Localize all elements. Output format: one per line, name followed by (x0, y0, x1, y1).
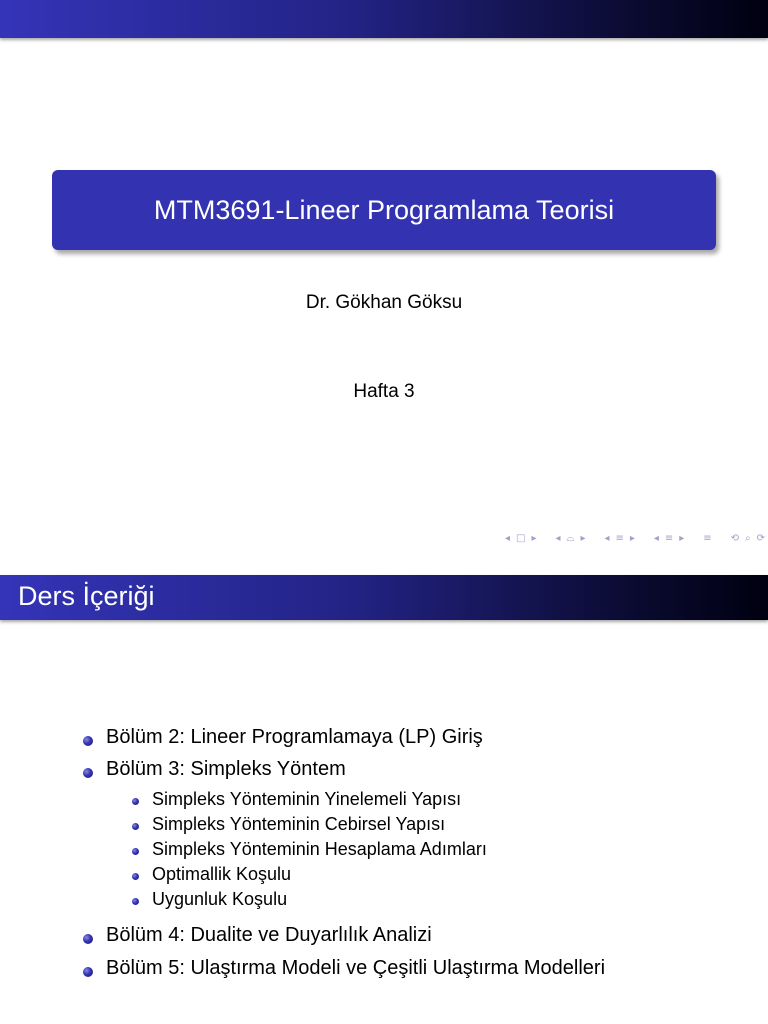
sub-list-item: Simpleks Yönteminin Hesaplama Adımları (152, 839, 487, 859)
bullet-icon (83, 768, 93, 778)
nav-next-slide-icon[interactable]: ▸ (531, 532, 537, 544)
contents-slide (0, 548, 768, 1024)
slide-title: MTM3691-Lineer Programlama Teorisi (153, 194, 615, 225)
sub-list-item: Simpleks Yönteminin Yinelemeli Yapısı (152, 789, 462, 809)
nav-next-subsection-icon[interactable]: ▸ (629, 532, 635, 544)
nav-document-icon[interactable]: ≡ (703, 532, 712, 544)
sub-list-item: Simpleks Yönteminin Cebirsel Yapısı (152, 814, 446, 834)
sub-list-item: Uygunluk Koşulu (152, 889, 288, 909)
frame-title: Ders İçeriği (18, 581, 155, 611)
list-item: Bölüm 2: Lineer Programlamaya (LP) Giriş (106, 726, 483, 748)
nav-prev-frame-icon[interactable]: ◂ (555, 532, 561, 544)
sub-bullet-icon (132, 798, 139, 805)
nav-subsection-icon[interactable]: ≡ (615, 532, 624, 544)
header-bar (0, 0, 768, 38)
list-item: Bölüm 4: Dualite ve Duyarlılık Analizi (106, 924, 432, 946)
nav-prev-section-icon[interactable]: ◂ (653, 532, 659, 544)
nav-prev-subsection-icon[interactable]: ◂ (604, 532, 610, 544)
nav-search-icon[interactable]: ⌕ (745, 532, 751, 544)
list-item: Bölüm 3: Simpleks Yöntem (106, 758, 346, 780)
sub-bullet-icon (132, 873, 139, 880)
sub-bullet-icon (132, 898, 139, 905)
list-item: Bölüm 5: Ulaştırma Modeli ve Çeşitli Ulaştırma Modelleri (106, 957, 606, 979)
author-name: Dr. Gökhan Göksu (305, 292, 463, 313)
beamer-navigation-symbols[interactable] (505, 531, 765, 545)
sub-list-item: Optimallik Koşulu (152, 864, 292, 884)
week-label: Hafta 3 (353, 381, 415, 402)
nav-back-icon[interactable]: ⟲ (730, 532, 740, 544)
title-box (52, 170, 716, 250)
sub-bullet-icon (132, 823, 139, 830)
frame-title-bar (0, 575, 768, 620)
bullet-icon (83, 967, 93, 977)
nav-slide-icon[interactable]: □ (516, 532, 526, 544)
nav-next-section-icon[interactable]: ▸ (679, 532, 685, 544)
nav-frame-icon[interactable]: ⌓ (566, 532, 575, 544)
nav-prev-slide-icon[interactable]: ◂ (505, 532, 511, 544)
bullet-icon (83, 934, 93, 944)
nav-section-icon[interactable]: ≡ (664, 532, 674, 544)
nav-next-frame-icon[interactable]: ▸ (580, 532, 586, 544)
sub-bullet-icon (132, 848, 139, 855)
nav-forward-icon[interactable]: ⟳ (756, 532, 766, 544)
bullet-icon (83, 736, 93, 746)
